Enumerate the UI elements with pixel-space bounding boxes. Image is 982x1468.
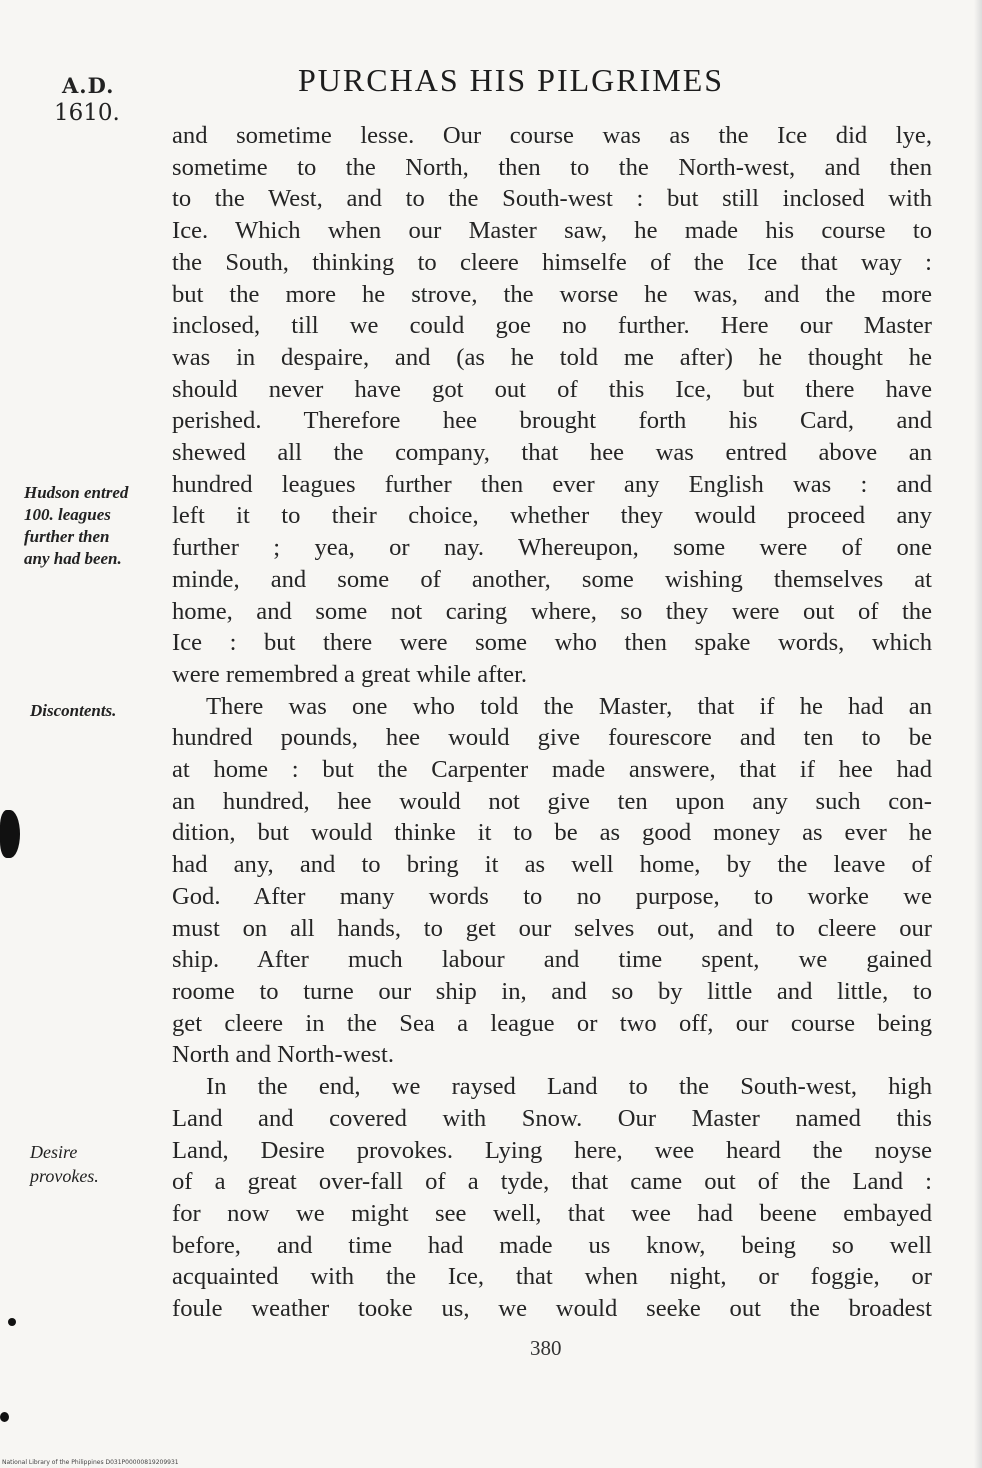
margin-note-line: further then: [24, 527, 110, 546]
text-line: Land, Desire provokes. Lying here, wee heard the noyse: [172, 1136, 932, 1164]
text-line: ship. After much labour and time spent, we gained: [172, 946, 932, 974]
footer-stamp: National Library of the Philippines D031P00000819209931: [2, 1459, 179, 1466]
margin-note-discontents: [30, 700, 116, 722]
text-line: further ; yea, or nay. Whereupon, some were of one: [172, 534, 932, 562]
text-line: was in despaire, and (as he told me after) he thought he: [172, 343, 932, 371]
text-line: inclosed, till we could goe no further. Here our Master: [172, 312, 932, 340]
text-line: God. After many words to no purpose, to worke we: [172, 882, 932, 910]
text-line: minde, and some of another, some wishing themselves at: [172, 565, 932, 593]
text-line: roome to turne our ship in, and so by little and little, to: [172, 977, 932, 1005]
text-line: perished. Therefore hee brought forth his Card, and: [172, 407, 932, 435]
text-line: Ice. Which when our Master saw, he made his course to: [172, 217, 932, 245]
text-line: an hundred, hee would not give ten upon any such con-: [172, 787, 932, 815]
text-line: sometime to the North, then to the North-west, and then: [172, 153, 932, 181]
text-line: to the West, and to the South-west : but still inclosed with: [172, 185, 932, 213]
margin-note-line: Desire: [30, 1142, 78, 1162]
margin-note-line: 100. leagues: [24, 505, 111, 524]
text-line: foule weather tooke us, we would seeke out the broadest: [172, 1295, 932, 1323]
body-text: [172, 120, 932, 1325]
text-line: There was one who told the Master, that if he had an: [206, 692, 932, 720]
paragraph-1: [172, 120, 932, 691]
text-line: had any, and to bring it as well home, by the leave of: [172, 851, 932, 879]
margin-note-line: Discontents.: [30, 701, 117, 720]
year-label: A.D.: [62, 73, 115, 98]
text-line: left it to their choice, whether they would proceed any: [172, 502, 932, 530]
text-line: should never have got out of this Ice, but there have: [172, 375, 932, 403]
text-line: must on all hands, to get our selves out, and to cleere our: [172, 914, 932, 942]
year-value: 1610.: [54, 100, 120, 126]
text-line: acquainted with the Ice, that when night, or foggie, or: [172, 1263, 932, 1291]
text-line: but the more he strove, the worse he was, and the more: [172, 280, 932, 308]
paragraph-3: [172, 1071, 932, 1325]
text-line: for now we might see well, that wee had beene embayed: [172, 1199, 932, 1227]
text-line: hundred pounds, hee would give fourescore and ten to be: [172, 724, 932, 752]
text-line: shewed all the company, that hee was entred above an: [172, 439, 932, 467]
text-line: Ice : but there were some who then spake words, which: [172, 629, 932, 657]
page-number: 380: [530, 1336, 562, 1360]
page-edge-shadow: [974, 0, 982, 1468]
ink-blot-mark: [0, 810, 20, 858]
text-line: hundred leagues further then ever any English was : and: [172, 470, 932, 498]
margin-note-desire: [30, 1140, 99, 1188]
text-line: were remembred a great while after.: [172, 660, 528, 688]
text-line: In the end, we raysed Land to the South-west, high: [206, 1073, 932, 1101]
margin-note-hudson: [24, 482, 128, 570]
text-line: before, and time had made us know, being so well: [172, 1231, 932, 1259]
text-line: North and North-west.: [172, 1041, 394, 1069]
running-head: PURCHAS HIS PILGRIMES: [298, 62, 725, 98]
paragraph-2: [172, 691, 932, 1071]
margin-note-line: any had been.: [24, 549, 122, 568]
margin-note-line: Hudson entred: [24, 483, 129, 502]
text-line: home, and some not caring where, so they were out of the: [172, 597, 932, 625]
text-line: and sometime lesse. Our course was as the Ice did lye,: [172, 122, 932, 149]
text-line: Land and covered with Snow. Our Master named this: [172, 1104, 932, 1132]
text-line: at home : but the Carpenter made answere, that if hee had: [172, 756, 932, 784]
text-line: dition, but would thinke it to be as good money as ever he: [172, 819, 932, 847]
margin-note-line: provokes.: [30, 1166, 99, 1186]
ink-dot-mark: [8, 1318, 16, 1326]
text-line: get cleere in the Sea a league or two off, our course being: [172, 1009, 932, 1037]
text-line: of a great over-fall of a tyde, that came out of the Land :: [172, 1168, 932, 1196]
text-line: the South, thinking to cleere himselfe of the Ice that way :: [172, 248, 932, 276]
ink-dot-mark: [0, 1412, 9, 1422]
